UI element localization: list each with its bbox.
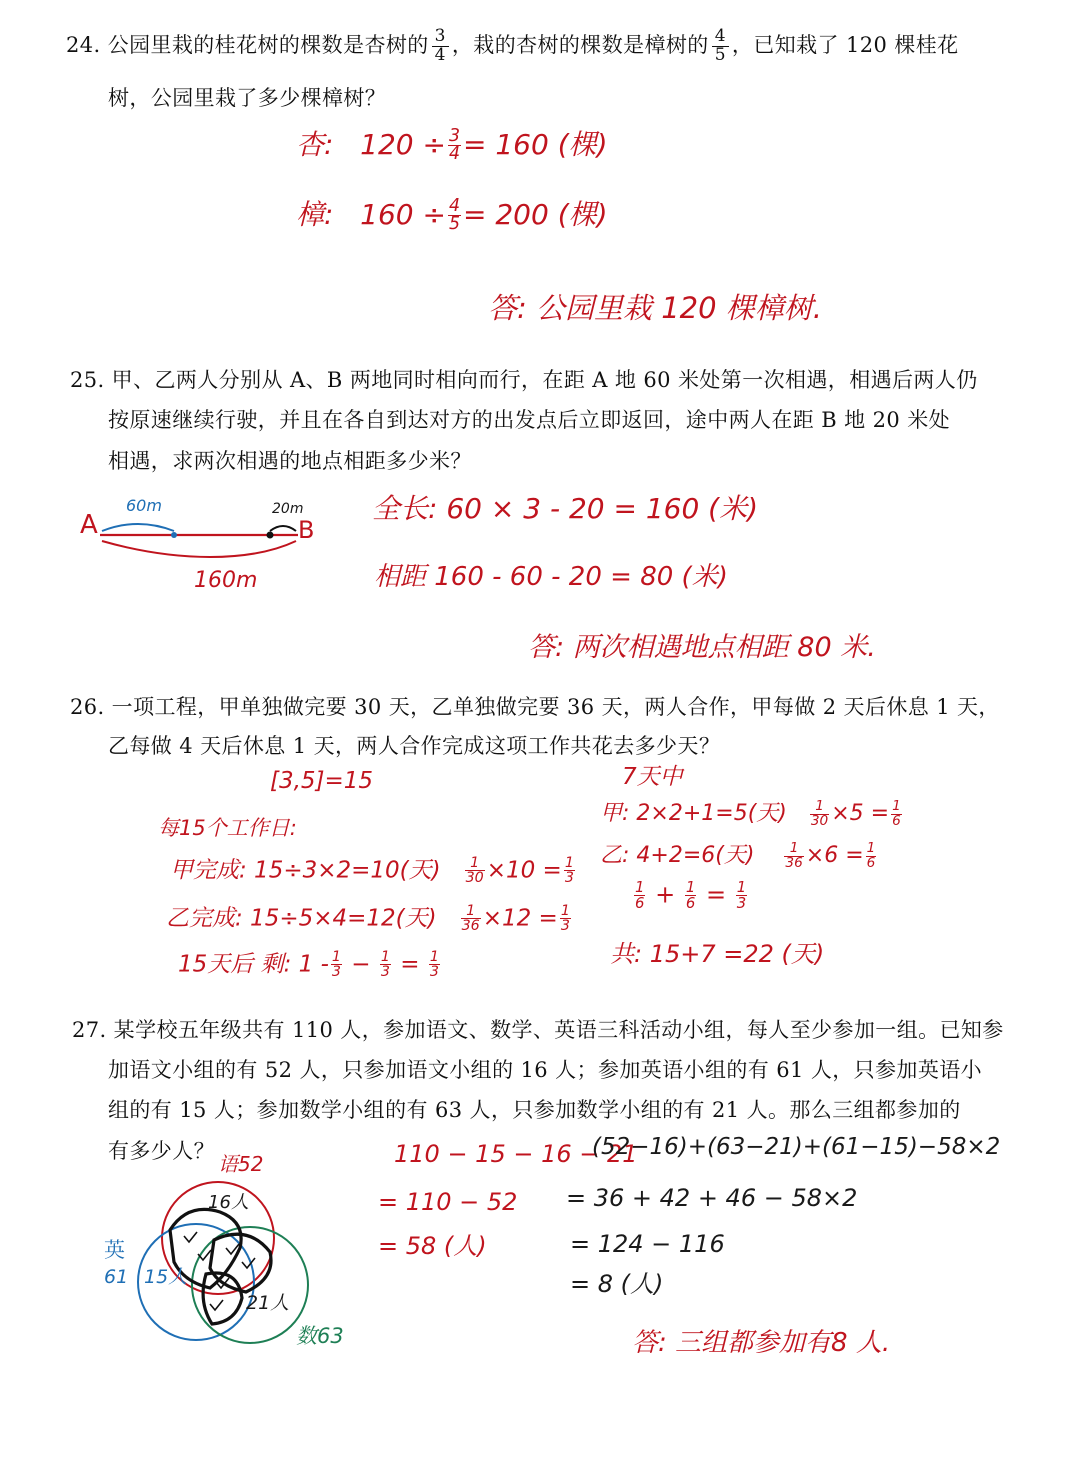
q24-line1 — [66, 28, 959, 65]
venn-english-label-1: 英 — [104, 1238, 125, 1262]
q26-line2: 乙每做 4 天后休息 1 天，两人合作完成这项工作共花去多少天？ — [108, 734, 721, 758]
venn-chinese-only: 16人 — [208, 1192, 249, 1213]
q25-right-brace — [270, 526, 296, 531]
q24-line1-c: ，已知栽了 120 棵桂花 — [731, 32, 959, 57]
q27-work-d4: = 8 (人) — [570, 1270, 664, 1298]
q25-work-row2: 相距 160 - 60 - 20 = 80 (米) — [374, 562, 728, 592]
q24-work-row1: 杏: 120 ÷ $\frac{3}{4}$ = 160 (棵) — [296, 126, 608, 165]
q27-line3: 组的有 15 人；参加数学小组的有 63 人，只参加数学小组的有 21 人。那么三组都参加的 — [108, 1098, 961, 1122]
q24-line2: 树，公园里栽了多少棵樟树？ — [108, 86, 387, 110]
q24-r2-label: 樟: — [296, 197, 334, 231]
q26-heading: 每15个工作日: — [158, 816, 297, 840]
q27-work-c3: = 58 (人) — [378, 1232, 487, 1260]
q25-meeting2-dot — [267, 532, 274, 539]
venn-math-label: 数63 — [296, 1324, 344, 1348]
venn-chinese-label: 语52 — [218, 1152, 264, 1176]
venn-english-only: 15人 — [144, 1266, 188, 1288]
q25-line2: 按原速继续行驶，并且在各自到达对方的出发点后立即返回，途中两人在距 B 地 20 米处 — [108, 408, 951, 432]
q26-seven-row1: 甲: 2×2+1=5(天) $\frac{1}{30}$ ×5 = $\frac{1}{6}$ — [600, 798, 901, 829]
q25-answer: 答: 两次相遇地点相距 80 米. — [528, 632, 876, 663]
q25-left-length: 60m — [126, 496, 162, 515]
q25-label-a: A — [80, 510, 98, 540]
q27-line2: 加语文小组的有 52 人，只参加语文小组的 16 人；参加英语小组的有 61 人，只参加英语小 — [108, 1058, 983, 1082]
q25-label-b: B — [298, 516, 315, 544]
venn-english-label-2: 61 — [104, 1266, 129, 1288]
q27-line4: 有多少人？ — [108, 1139, 215, 1163]
q26-seven-days: 7天中 — [622, 764, 683, 790]
q26-total: 共: 15+7 =22 (天) — [610, 940, 825, 968]
q26-row2: 乙完成: 15÷5×4=12(天) $\frac{1}{36}$ ×12 = $\frac{1}{3}$ — [166, 903, 570, 935]
q27-line1: 27. 某学校五年级共有 110 人，参加语文、数学、英语三科活动小组，每人至少参加一组。已知参 — [72, 1018, 1004, 1042]
q27-work-d3: = 124 − 116 — [570, 1230, 725, 1258]
q24-line1-b: ，栽的杏树的棵数是樟树的 — [451, 32, 709, 57]
q25-right-length: 20m — [272, 501, 304, 517]
venn-math-only: 21人 — [246, 1292, 290, 1314]
q27-work-d1: (52−16)+(63−21)+(61−15)−58×2 — [592, 1134, 1001, 1160]
q27-answer: 答: 三组都参加有8 人. — [632, 1328, 891, 1358]
q26-lcm: [3,5]=15 — [270, 768, 374, 794]
q26-line1: 26. 一项工程，甲单独做完要 30 天，乙单独做完要 36 天，两人合作，甲每做 2 天后休息 1 天， — [70, 695, 1000, 719]
q25-total-length: 160m — [194, 568, 258, 593]
q24-answer: 答: 公园里栽 120 棵樟树. — [488, 291, 822, 325]
q26-row1: 甲完成: 15÷3×2=10(天) $\frac{1}{30}$ ×10 = $\frac{1}{3}$ — [170, 855, 574, 887]
q27-work-c2: = 110 − 52 — [378, 1188, 518, 1216]
q27-work-d2: = 36 + 42 + 46 − 58×2 — [566, 1184, 858, 1212]
q24-line1-a: 24. 公园里栽的桂花树的棵数是杏树的 — [66, 32, 429, 57]
q24-r1-label: 杏: — [296, 127, 334, 161]
q26-seven-row2: 乙: 4+2=6(天) $\frac{1}{36}$ ×6 = $\frac{1}{6}$ — [600, 840, 876, 871]
q25-line1: 25. 甲、乙两人分别从 A、B 两地同时相向而行，在距 A 地 60 米处第一次相遇，相遇后两人仍 — [70, 368, 978, 392]
q24-work-row2: 樟: 160 ÷ $\frac{4}{5}$ = 200 (棵) — [296, 196, 608, 235]
q25-meeting1-dot — [171, 532, 177, 538]
q25-left-brace — [102, 524, 174, 531]
q25-bottom-brace — [102, 541, 296, 557]
q25-work-row1: 全长: 60 × 3 - 20 = 160 (米) — [372, 492, 759, 525]
q24-fraction-1: $\frac{3}{4}$ — [432, 28, 449, 65]
venn-overlap-outline-3 — [203, 1273, 242, 1324]
q27-work-c1: 110 − 15 − 16 − 21 — [394, 1140, 638, 1168]
q26-seven-row3: $\frac{1}{6}$ + $\frac{1}{6}$ = $\frac{1}{3}$ — [635, 878, 747, 912]
q25-line3: 相遇，求两次相遇的地点相距多少米？ — [108, 449, 472, 473]
q26-row3: 15天后 剩: 1 - $\frac{1}{3}$ − $\frac{1}{3}$ = $\frac{1}{3}$ — [178, 949, 439, 981]
q24-fraction-2: $\frac{4}{5}$ — [712, 28, 729, 65]
